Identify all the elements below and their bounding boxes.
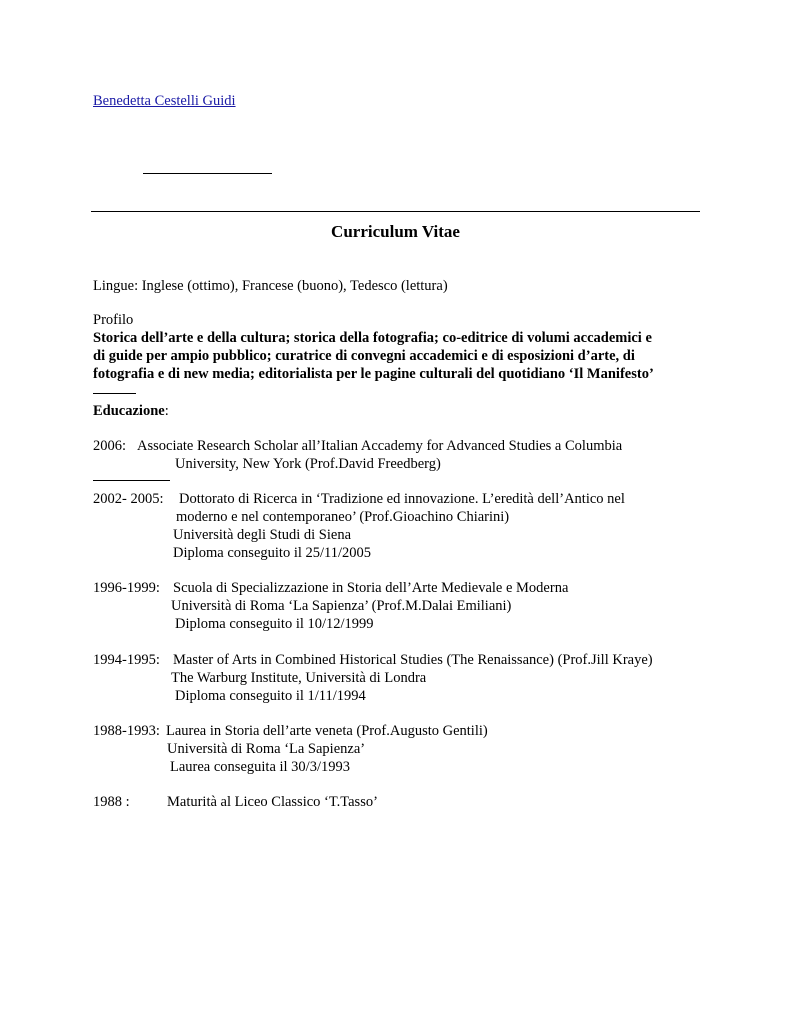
languages-line: Lingue: Inglese (ottimo), Francese (buono), Tedesco (lettura) (93, 278, 448, 294)
education-entry-line: Diploma conseguito il 10/12/1999 (175, 616, 374, 632)
education-entry-line: Università di Roma ‘La Sapienza’ (167, 741, 366, 757)
entry-divider (93, 480, 170, 481)
profile-divider (93, 393, 136, 394)
education-entry-line: Scuola di Specializzazione in Storia dell’Arte Medievale e Moderna (173, 580, 569, 596)
education-entry-line: Università degli Studi di Siena (173, 527, 352, 543)
page-title: Curriculum Vitae (331, 222, 460, 241)
education-entry-line: The Warburg Institute, Università di Londra (171, 670, 427, 686)
profile-line: di guide per ampio pubblico; curatrice di convegni accademici e di esposizioni d’arte, di (93, 348, 635, 364)
profile-line: Storica dell’arte e della cultura; storica della fotografia; co-editrice di volumi accademici e (93, 330, 652, 346)
education-entry-line: Maturità al Liceo Classico ‘T.Tasso’ (167, 794, 378, 810)
profile-text (93, 329, 703, 383)
profile-heading: Profilo (93, 312, 134, 328)
education-entry-date: 1996-1999: (93, 580, 160, 596)
education-entry-date: 1988-1993: (93, 723, 160, 739)
education-entry-line: moderno e nel contemporaneo’ (Prof.Gioachino Chiarini) (176, 509, 510, 525)
education-entry-line: Dottorato di Ricerca in ‘Tradizione ed innovazione. L’eredità dell’Antico nel (179, 491, 625, 507)
education-entry-line: University, New York (Prof.David Freedberg) (175, 456, 441, 472)
short-divider (143, 173, 272, 174)
header-divider (91, 211, 700, 212)
education-entry-line: Laurea conseguita il 30/3/1993 (170, 759, 350, 775)
education-entry-date: 1994-1995: (93, 652, 160, 668)
education-entry-line: Università di Roma ‘La Sapienza’ (Prof.M.Dalai Emiliani) (171, 598, 512, 614)
education-heading (93, 402, 169, 420)
education-entry-line: Master of Arts in Combined Historical Studies (The Renaissance) (Prof.Jill Kraye) (173, 652, 653, 668)
education-entry-line: Diploma conseguito il 25/11/2005 (173, 545, 372, 561)
education-entry-date: 2002- 2005: (93, 491, 164, 507)
education-entry-line: Associate Research Scholar all’Italian Accademy for Advanced Studies a Columbia (137, 438, 623, 454)
education-entry-date: 2006: (93, 438, 127, 454)
education-heading-label: Educazione (93, 403, 165, 419)
education-entry-line: Diploma conseguito il 1/11/1994 (175, 688, 366, 704)
education-entry-date: 1988 : (93, 794, 130, 810)
education-heading-colon: : (164, 403, 169, 419)
education-entry-line: Laurea in Storia dell’arte veneta (Prof.Augusto Gentili) (166, 723, 488, 739)
author-name-link[interactable]: Benedetta Cestelli Guidi (93, 93, 236, 109)
profile-line: fotografia e di new media; editorialista per le pagine culturali del quotidiano ‘Il Manifesto’ (93, 366, 654, 382)
